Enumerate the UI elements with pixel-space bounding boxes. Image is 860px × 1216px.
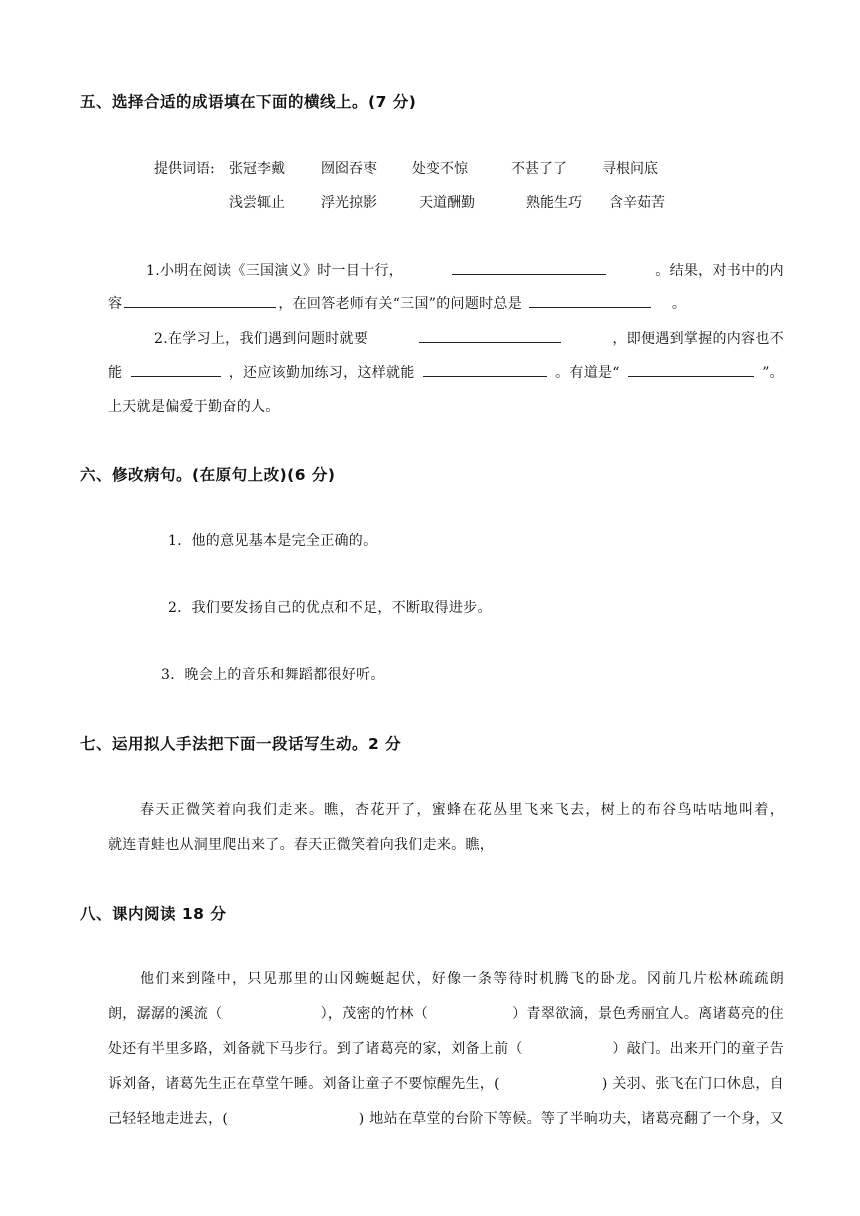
question-1-line-1 (146, 260, 784, 280)
question-1-text-c: 容 (108, 296, 123, 312)
question-1-text-d: ，在回答老师有关“三国”的问题时总是 (278, 296, 523, 312)
reading-text: ）敲门。出来开门的童子告 (612, 1041, 784, 1057)
word-bank-item: 含辛茹苦 (609, 195, 665, 211)
question-1-line-2 (108, 293, 686, 313)
answer-blank[interactable] (131, 362, 221, 377)
reading-text: 己轻轻地走进去，( (108, 1111, 229, 1127)
answer-blank[interactable] (529, 293, 651, 308)
word-bank-item: 不甚了了 (511, 161, 567, 177)
reading-text: 处还有半里多路，刘备就下马步行。到了诸葛亮的家，刘备上前（ (108, 1041, 523, 1057)
reading-text: ) 地站在草堂的台阶下等候。等了半晌功夫，诸葛亮翻了一个身，又 (358, 1111, 784, 1127)
answer-blank[interactable] (124, 293, 276, 308)
section-5-heading: 五、选择合适的成语填在下面的横线上。(7 分) (80, 93, 417, 111)
question-2-line-3: 上天就是偏爱于勤奋的人。 (108, 399, 280, 415)
question-2-text-b: ，即便遇到掌握的内容也不 (612, 331, 784, 347)
word-bank-label: 提供词语: (154, 161, 215, 177)
question-2-line-1 (154, 328, 784, 348)
sentence-item: 1．他的意见基本是完全正确的。 (168, 533, 378, 549)
section-7-heading: 七、运用拟人手法把下面一段话写生动。2 分 (80, 735, 402, 753)
paragraph-line: 春天正微笑着向我们走来。瞧，杏花开了，蜜蜂在花丛里飞来飞去，树上的布谷鸟咕咕地叫着， (140, 802, 784, 818)
answer-gap[interactable] (250, 1108, 336, 1128)
reading-line (108, 1038, 784, 1058)
word-bank-item: 囫囵吞枣 (321, 161, 377, 177)
word-bank-item: 张冠李戴 (229, 161, 285, 177)
reading-line (108, 1108, 784, 1128)
question-2-text-e: 。有道是“ (555, 365, 620, 381)
section-8-heading: 八、课内阅读 18 分 (80, 905, 227, 923)
reading-text: ）青翠欲滴，景色秀丽宜人。离诸葛亮的住 (512, 1006, 784, 1022)
answer-gap[interactable] (242, 1003, 302, 1023)
question-1-text-e: 。 (671, 296, 687, 312)
question-2-text-c: 能 (108, 365, 123, 381)
reading-line: 他们来到隆中，只见那里的山冈蜿蜒起伏，好像一条等待时机腾飞的卧龙。冈前几片松林疏疏朗 (140, 971, 784, 987)
word-bank-item: 处变不惊 (412, 161, 468, 177)
question-2-text-d: ，还应该勤加练习，这样就能 (228, 365, 415, 381)
answer-blank[interactable] (423, 362, 547, 377)
word-bank-item: 熟能生巧 (526, 195, 582, 211)
answer-gap[interactable] (532, 1073, 570, 1093)
sentence-item: 3．晚会上的音乐和舞蹈都很好听。 (161, 667, 385, 683)
reading-line (108, 1073, 784, 1093)
reading-line (108, 1003, 784, 1023)
answer-blank[interactable] (452, 260, 606, 275)
word-bank-item: 浮光掠影 (321, 195, 377, 211)
question-1-text-a: 1.小明在阅读《三国演义》时一目十行， (146, 263, 404, 279)
word-bank-item: 天道酬勤 (419, 195, 475, 211)
answer-gap[interactable] (548, 1038, 588, 1058)
answer-gap[interactable] (447, 1003, 493, 1023)
word-bank-item: 寻根问底 (602, 161, 658, 177)
reading-text: ），茂密的竹林（ (320, 1006, 429, 1022)
answer-blank[interactable] (419, 328, 561, 343)
section-6-heading: 六、修改病句。(在原句上改)(6 分) (80, 466, 336, 484)
paragraph-line: 就连青蛙也从洞里爬出来了。春天正微笑着向我们走来。瞧， (108, 837, 495, 853)
question-1-text-b: 。结果，对书中的内 (655, 263, 784, 279)
question-2-text-a: 2.在学习上，我们遇到问题时就要 (154, 331, 369, 347)
word-bank-item: 浅尝辄止 (229, 195, 285, 211)
reading-text: 诉刘备，诸葛先生正在草堂午睡。刘备让童子不要惊醒先生，( (108, 1076, 500, 1092)
question-2-line-2 (108, 362, 784, 382)
question-2-text-f: ”。 (762, 365, 784, 381)
sentence-item: 2．我们要发扬自己的优点和不足，不断取得进步。 (168, 600, 492, 616)
reading-text: 朗，潺潺的溪流（ (108, 1006, 223, 1022)
reading-text: ) 关羽、张飞在门口休息，自 (601, 1076, 784, 1092)
answer-blank[interactable] (628, 362, 754, 377)
